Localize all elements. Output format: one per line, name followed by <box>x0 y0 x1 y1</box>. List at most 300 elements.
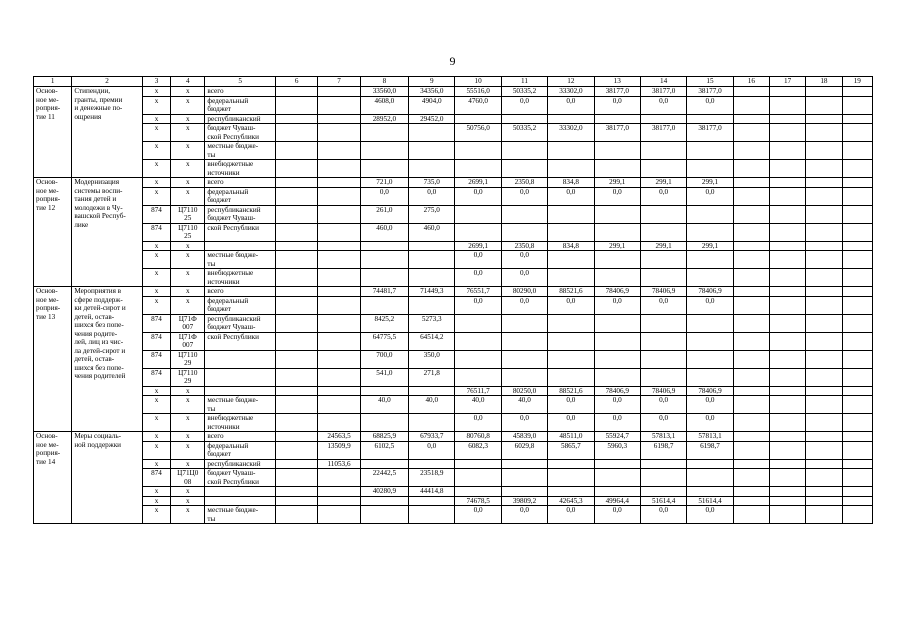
amount-cell <box>275 414 317 432</box>
amount-cell <box>548 269 594 287</box>
grbs-cell: x <box>142 487 170 497</box>
empty-year-cell <box>842 124 872 142</box>
empty-year-cell <box>733 96 769 114</box>
amount-cell <box>275 386 317 396</box>
amount-cell: 76511,7 <box>455 386 501 396</box>
amount-cell: 40280,9 <box>360 487 408 497</box>
amount-cell: 0,0 <box>501 296 547 314</box>
amount-cell <box>640 368 686 386</box>
amount-cell: 2699,1 <box>455 178 501 188</box>
grbs-cell: x <box>142 287 170 297</box>
grbs-cell: x <box>142 124 170 142</box>
amount-cell: 261,0 <box>360 205 408 223</box>
csr-cell: x <box>171 396 205 414</box>
table-row <box>34 441 873 459</box>
empty-year-cell <box>806 96 842 114</box>
empty-year-cell <box>769 223 805 241</box>
funding-source-cell: республиканский бюджет Чуваш- <box>205 314 276 332</box>
budget-table <box>33 76 873 524</box>
empty-year-cell <box>769 441 805 459</box>
amount-cell: 40,0 <box>501 396 547 414</box>
program-name-cell: Модернизация системы воспи- тания детей и молодежи в Чу- вашской Респуб- лике <box>72 178 143 287</box>
grbs-cell: x <box>142 96 170 114</box>
amount-cell <box>360 414 408 432</box>
amount-cell <box>275 441 317 459</box>
amount-cell: 0,0 <box>501 269 547 287</box>
table-row <box>34 187 873 205</box>
empty-year-cell <box>769 87 805 97</box>
amount-cell: 0,0 <box>640 396 686 414</box>
amount-cell: 721,0 <box>360 178 408 188</box>
amount-cell <box>640 114 686 124</box>
amount-cell <box>318 296 360 314</box>
amount-cell <box>275 506 317 524</box>
empty-year-cell <box>806 368 842 386</box>
amount-cell <box>275 187 317 205</box>
empty-year-cell <box>769 142 805 160</box>
amount-cell: 4608,0 <box>360 96 408 114</box>
funding-source-cell: республиканский <box>205 459 276 469</box>
amount-cell: 299,1 <box>594 178 640 188</box>
amount-cell: 50756,0 <box>455 124 501 142</box>
amount-cell <box>318 414 360 432</box>
funding-source-cell: федеральный бюджет <box>205 96 276 114</box>
amount-cell <box>360 459 408 469</box>
amount-cell: 39809,2 <box>501 496 547 506</box>
empty-year-cell <box>733 368 769 386</box>
amount-cell: 55516,0 <box>455 87 501 97</box>
funding-source-cell <box>205 386 276 396</box>
amount-cell: 80760,8 <box>455 432 501 442</box>
amount-cell <box>318 332 360 350</box>
empty-year-cell <box>769 314 805 332</box>
funding-source-cell <box>205 496 276 506</box>
amount-cell: 78406,9 <box>687 287 733 297</box>
amount-cell <box>318 241 360 251</box>
grbs-cell: 874 <box>142 368 170 386</box>
amount-cell: 51614,4 <box>687 496 733 506</box>
empty-year-cell <box>806 124 842 142</box>
amount-cell: 2699,1 <box>455 241 501 251</box>
amount-cell: 0,0 <box>640 96 686 114</box>
amount-cell: 0,0 <box>594 187 640 205</box>
amount-cell <box>640 142 686 160</box>
amount-cell: 23518,9 <box>409 469 455 487</box>
empty-year-cell <box>842 496 872 506</box>
empty-year-cell <box>842 459 872 469</box>
funding-source-cell: местные бюдже- ты <box>205 142 276 160</box>
amount-cell <box>548 459 594 469</box>
program-name-cell: Стипендии, гранты, премии и денежные по- ощрения <box>72 87 143 178</box>
empty-year-cell <box>769 386 805 396</box>
amount-cell: 76551,7 <box>455 287 501 297</box>
table-row <box>34 269 873 287</box>
amount-cell <box>687 142 733 160</box>
amount-cell: 0,0 <box>455 296 501 314</box>
amount-cell: 6082,3 <box>455 441 501 459</box>
amount-cell <box>594 160 640 178</box>
amount-cell: 78406,9 <box>594 386 640 396</box>
amount-cell: 57813,1 <box>687 432 733 442</box>
amount-cell: 0,0 <box>548 96 594 114</box>
empty-year-cell <box>842 160 872 178</box>
empty-year-cell <box>769 414 805 432</box>
amount-cell: 0,0 <box>687 414 733 432</box>
amount-cell <box>318 314 360 332</box>
amount-cell <box>594 223 640 241</box>
funding-source-cell: федеральный бюджет <box>205 187 276 205</box>
column-number: 17 <box>769 77 805 87</box>
amount-cell <box>318 87 360 97</box>
amount-cell <box>501 160 547 178</box>
amount-cell: 0,0 <box>455 269 501 287</box>
amount-cell: 50335,2 <box>501 124 547 142</box>
table-row <box>34 87 873 97</box>
amount-cell: 33560,0 <box>360 87 408 97</box>
amount-cell: 0,0 <box>501 506 547 524</box>
amount-cell: 271,8 <box>409 368 455 386</box>
amount-cell: 44414,8 <box>409 487 455 497</box>
empty-year-cell <box>769 124 805 142</box>
grbs-cell: x <box>142 459 170 469</box>
empty-year-cell <box>842 287 872 297</box>
table-row <box>34 296 873 314</box>
amount-cell <box>360 506 408 524</box>
amount-cell: 38177,0 <box>640 124 686 142</box>
amount-cell <box>455 459 501 469</box>
empty-year-cell <box>806 386 842 396</box>
amount-cell: 0,0 <box>594 506 640 524</box>
amount-cell <box>640 350 686 368</box>
amount-cell: 48511,0 <box>548 432 594 442</box>
amount-cell: 74481,7 <box>360 287 408 297</box>
empty-year-cell <box>842 332 872 350</box>
csr-cell: x <box>171 269 205 287</box>
amount-cell: 0,0 <box>548 506 594 524</box>
amount-cell <box>548 251 594 269</box>
amount-cell <box>275 496 317 506</box>
funding-source-cell: федеральный бюджет <box>205 296 276 314</box>
empty-year-cell <box>842 223 872 241</box>
amount-cell <box>318 251 360 269</box>
amount-cell <box>687 205 733 223</box>
column-number: 9 <box>409 77 455 87</box>
column-number: 4 <box>171 77 205 87</box>
amount-cell: 64514,2 <box>409 332 455 350</box>
amount-cell <box>501 332 547 350</box>
amount-cell <box>360 251 408 269</box>
amount-cell <box>409 251 455 269</box>
column-number: 14 <box>640 77 686 87</box>
amount-cell: 6029,8 <box>501 441 547 459</box>
amount-cell: 28952,0 <box>360 114 408 124</box>
amount-cell: 0,0 <box>455 251 501 269</box>
table-row <box>34 314 873 332</box>
amount-cell <box>687 350 733 368</box>
empty-year-cell <box>769 251 805 269</box>
empty-year-cell <box>733 178 769 188</box>
empty-year-cell <box>806 469 842 487</box>
funding-source-cell: республиканский <box>205 114 276 124</box>
amount-cell: 460,0 <box>409 223 455 241</box>
grbs-cell: x <box>142 87 170 97</box>
table-row <box>34 414 873 432</box>
column-number: 19 <box>842 77 872 87</box>
empty-year-cell <box>806 223 842 241</box>
empty-year-cell <box>733 386 769 396</box>
empty-year-cell <box>806 142 842 160</box>
amount-cell: 45839,0 <box>501 432 547 442</box>
csr-cell: x <box>171 506 205 524</box>
empty-year-cell <box>806 87 842 97</box>
empty-year-cell <box>842 187 872 205</box>
amount-cell: 80290,0 <box>501 287 547 297</box>
amount-cell: 299,1 <box>640 178 686 188</box>
table-row <box>34 459 873 469</box>
csr-cell: x <box>171 496 205 506</box>
amount-cell: 299,1 <box>687 178 733 188</box>
empty-year-cell <box>806 487 842 497</box>
amount-cell: 541,0 <box>360 368 408 386</box>
amount-cell: 6102,5 <box>360 441 408 459</box>
csr-cell: x <box>171 386 205 396</box>
empty-year-cell <box>769 396 805 414</box>
amount-cell <box>501 469 547 487</box>
empty-year-cell <box>806 187 842 205</box>
csr-cell: x <box>171 114 205 124</box>
amount-cell <box>501 368 547 386</box>
grbs-cell: x <box>142 251 170 269</box>
amount-cell <box>548 114 594 124</box>
amount-cell: 0,0 <box>687 96 733 114</box>
program-name-cell: Мероприятия в сфере поддерж- ки детей-сирот и детей, остав- шихся без попе- чения родите- лей, лиц из чис- ла детей-сирот и детей, остав- шихся без попе- чения родителей <box>72 287 143 432</box>
csr-cell: x <box>171 241 205 251</box>
amount-cell <box>594 332 640 350</box>
amount-cell <box>687 487 733 497</box>
amount-cell: 0,0 <box>594 396 640 414</box>
empty-year-cell <box>733 496 769 506</box>
grbs-cell: 874 <box>142 314 170 332</box>
csr-cell: x <box>171 160 205 178</box>
amount-cell <box>548 160 594 178</box>
empty-year-cell <box>806 350 842 368</box>
grbs-cell: x <box>142 396 170 414</box>
amount-cell <box>318 350 360 368</box>
empty-year-cell <box>806 241 842 251</box>
csr-cell: x <box>171 296 205 314</box>
amount-cell: 22442,5 <box>360 469 408 487</box>
amount-cell <box>275 368 317 386</box>
amount-cell: 80250,0 <box>501 386 547 396</box>
column-number: 1 <box>34 77 72 87</box>
grbs-cell: x <box>142 506 170 524</box>
amount-cell: 834,8 <box>548 241 594 251</box>
amount-cell <box>455 223 501 241</box>
amount-cell <box>409 386 455 396</box>
amount-cell <box>640 487 686 497</box>
csr-cell: Ц71Ц0 08 <box>171 469 205 487</box>
empty-year-cell <box>842 469 872 487</box>
csr-cell: x <box>171 432 205 442</box>
empty-year-cell <box>842 114 872 124</box>
amount-cell: 0,0 <box>455 506 501 524</box>
amount-cell: 40,0 <box>360 396 408 414</box>
amount-cell <box>409 241 455 251</box>
empty-year-cell <box>806 332 842 350</box>
grbs-cell: x <box>142 160 170 178</box>
amount-cell <box>548 142 594 160</box>
csr-cell: Ц7110 25 <box>171 223 205 241</box>
empty-year-cell <box>733 296 769 314</box>
amount-cell <box>501 223 547 241</box>
table-row <box>34 114 873 124</box>
empty-year-cell <box>733 350 769 368</box>
table-row <box>34 142 873 160</box>
amount-cell: 0,0 <box>687 187 733 205</box>
empty-year-cell <box>806 160 842 178</box>
amount-cell <box>548 205 594 223</box>
empty-year-cell <box>806 496 842 506</box>
amount-cell <box>318 368 360 386</box>
column-number: 11 <box>501 77 547 87</box>
amount-cell: 0,0 <box>687 506 733 524</box>
empty-year-cell <box>769 160 805 178</box>
amount-cell <box>501 142 547 160</box>
empty-year-cell <box>806 251 842 269</box>
csr-cell: x <box>171 96 205 114</box>
amount-cell <box>455 142 501 160</box>
amount-cell <box>548 368 594 386</box>
amount-cell: 33302,0 <box>548 124 594 142</box>
empty-year-cell <box>842 441 872 459</box>
empty-year-cell <box>733 269 769 287</box>
amount-cell <box>687 160 733 178</box>
empty-year-cell <box>769 487 805 497</box>
empty-year-cell <box>769 469 805 487</box>
amount-cell: 0,0 <box>548 296 594 314</box>
amount-cell <box>594 314 640 332</box>
amount-cell: 34356,0 <box>409 87 455 97</box>
column-number: 16 <box>733 77 769 87</box>
amount-cell <box>548 350 594 368</box>
amount-cell: 4904,0 <box>409 96 455 114</box>
column-number: 13 <box>594 77 640 87</box>
amount-cell <box>501 350 547 368</box>
amount-cell: 0,0 <box>594 296 640 314</box>
empty-year-cell <box>842 251 872 269</box>
amount-cell: 735,0 <box>409 178 455 188</box>
amount-cell: 50335,2 <box>501 87 547 97</box>
empty-year-cell <box>842 96 872 114</box>
funding-source-cell: бюджет Чуваш- ской Республики <box>205 469 276 487</box>
empty-year-cell <box>769 296 805 314</box>
empty-year-cell <box>733 396 769 414</box>
funding-source-cell: ской Республики <box>205 223 276 241</box>
amount-cell <box>318 469 360 487</box>
empty-year-cell <box>769 506 805 524</box>
amount-cell: 0,0 <box>409 187 455 205</box>
amount-cell <box>360 160 408 178</box>
amount-cell: 88521,6 <box>548 287 594 297</box>
table-row <box>34 223 873 241</box>
amount-cell: 0,0 <box>501 414 547 432</box>
amount-cell: 0,0 <box>687 396 733 414</box>
amount-cell: 38177,0 <box>594 124 640 142</box>
empty-year-cell <box>806 506 842 524</box>
amount-cell: 67933,7 <box>409 432 455 442</box>
grbs-cell: 874 <box>142 223 170 241</box>
grbs-cell: x <box>142 414 170 432</box>
amount-cell <box>594 205 640 223</box>
csr-cell: x <box>171 187 205 205</box>
amount-cell <box>318 160 360 178</box>
empty-year-cell <box>733 332 769 350</box>
amount-cell: 0,0 <box>409 441 455 459</box>
grbs-cell: 874 <box>142 205 170 223</box>
empty-year-cell <box>733 87 769 97</box>
amount-cell: 5865,7 <box>548 441 594 459</box>
funding-source-cell: внебюджетные источники <box>205 160 276 178</box>
amount-cell <box>501 487 547 497</box>
amount-cell: 64775,5 <box>360 332 408 350</box>
column-number: 3 <box>142 77 170 87</box>
empty-year-cell <box>733 314 769 332</box>
amount-cell: 2350,8 <box>501 241 547 251</box>
amount-cell <box>275 178 317 188</box>
empty-year-cell <box>769 350 805 368</box>
table-row <box>34 251 873 269</box>
empty-year-cell <box>733 160 769 178</box>
empty-year-cell <box>769 368 805 386</box>
amount-cell <box>409 296 455 314</box>
empty-year-cell <box>733 142 769 160</box>
empty-year-cell <box>733 124 769 142</box>
amount-cell: 51614,4 <box>640 496 686 506</box>
column-number: 12 <box>548 77 594 87</box>
amount-cell <box>455 350 501 368</box>
amount-cell <box>548 469 594 487</box>
amount-cell <box>455 160 501 178</box>
amount-cell <box>594 459 640 469</box>
amount-cell: 350,0 <box>409 350 455 368</box>
table-row <box>34 287 873 297</box>
amount-cell: 13509,9 <box>318 441 360 459</box>
table-row <box>34 96 873 114</box>
column-number: 2 <box>72 77 143 87</box>
amount-cell <box>409 269 455 287</box>
amount-cell <box>275 87 317 97</box>
funding-source-cell: всего <box>205 287 276 297</box>
amount-cell <box>275 396 317 414</box>
amount-cell <box>275 432 317 442</box>
amount-cell <box>318 124 360 142</box>
empty-year-cell <box>842 178 872 188</box>
amount-cell: 49964,4 <box>594 496 640 506</box>
amount-cell <box>275 469 317 487</box>
table-row <box>34 241 873 251</box>
amount-cell: 40,0 <box>455 396 501 414</box>
amount-cell <box>275 269 317 287</box>
empty-year-cell <box>769 114 805 124</box>
funding-source-cell: внебюджетные источники <box>205 269 276 287</box>
table-row <box>34 368 873 386</box>
amount-cell <box>318 269 360 287</box>
amount-cell: 0,0 <box>640 187 686 205</box>
amount-cell: 55924,7 <box>594 432 640 442</box>
empty-year-cell <box>806 396 842 414</box>
amount-cell: 38177,0 <box>640 87 686 97</box>
empty-year-cell <box>806 414 842 432</box>
